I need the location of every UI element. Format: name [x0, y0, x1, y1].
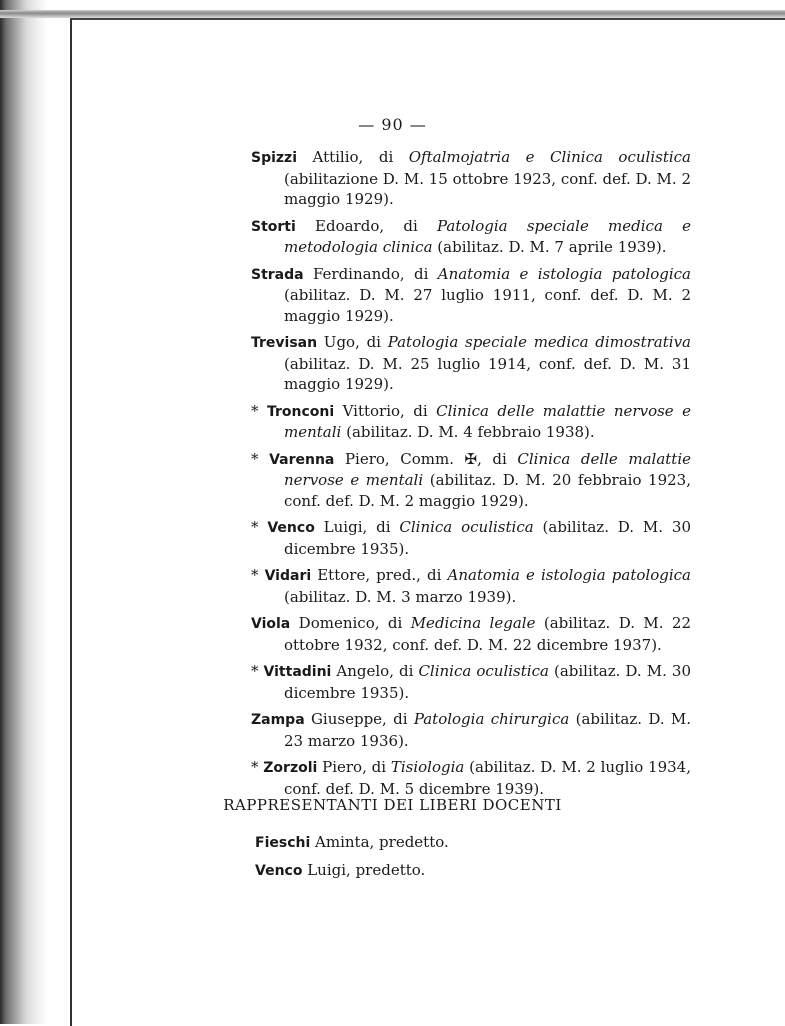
- entry-name-text: Piero, di: [317, 758, 391, 776]
- entry-name-text: Ugo, di: [317, 333, 388, 351]
- list-item: [251, 449, 691, 512]
- docent-list: [251, 147, 691, 805]
- entry-details: (abilitaz. D. M. 20 febbraio 1923, conf. def. D. M. 2 maggio 1929).: [284, 471, 691, 510]
- list-item: [255, 860, 695, 881]
- entry-details: (abilitaz. D. M. 23 marzo 1936).: [284, 710, 692, 750]
- list-item: [251, 147, 691, 210]
- entry-details: (abilitaz. D. M. 30 dicembre 1935).: [284, 518, 691, 558]
- entry-surname: Spizzi: [251, 150, 297, 166]
- entry-surname: Varenna: [269, 451, 335, 468]
- entry-details: (abilitaz. D. M. 25 luglio 1914, conf. def. D. M. 31 maggio 1929).: [284, 354, 691, 393]
- entry-surname: Vidari: [264, 568, 312, 584]
- entry-star-mark: *: [251, 662, 264, 680]
- list-item: [251, 613, 691, 655]
- entry-subject: Patologia speciale medica e metodologia clinica: [284, 216, 691, 256]
- entry-name-text: Vittorio, di: [334, 401, 437, 420]
- entry-details: (abilitazione D. M. 15 ottobre 1923, conf. def. D. M. 2 maggio 1929).: [284, 169, 691, 208]
- rep-text: Aminta, predetto.: [310, 833, 449, 851]
- entry-star-mark: *: [251, 401, 267, 420]
- entry-name-text: Angelo, di: [331, 662, 419, 680]
- entry-subject: Patologia speciale medica dimostrativa: [387, 333, 691, 351]
- entry-details: (abilitaz. D. M. 2 luglio 1934, conf. def. D. M. 5 dicembre 1939).: [284, 758, 691, 798]
- entry-name-text: Piero, Comm. ✠, di: [334, 449, 518, 468]
- rep-text: Luigi, predetto.: [302, 861, 426, 879]
- entry-name-text: Luigi, di: [314, 518, 400, 536]
- entry-surname: Zorzoli: [263, 760, 318, 776]
- entry-surname: Strada: [251, 266, 304, 283]
- entry-name-text: Domenico, di: [290, 614, 411, 632]
- entry-surname: Storti: [251, 218, 296, 235]
- entry-name-text: Ettore, pred., di: [311, 566, 448, 584]
- entry-name-text: Ferdinando, di: [303, 264, 438, 283]
- entry-subject: Anatomia e istologia patologica: [437, 264, 691, 283]
- entry-subject: Patologia chirurgica: [413, 710, 570, 728]
- list-item: [251, 661, 691, 703]
- entry-subject: Clinica oculistica: [399, 518, 534, 536]
- entry-star-mark: *: [251, 758, 264, 776]
- list-item: [251, 332, 691, 395]
- list-item: [251, 264, 691, 327]
- entry-star-mark: *: [251, 518, 268, 536]
- entry-subject: Clinica delle malattie nervose e mentali: [284, 401, 691, 441]
- entry-details: (abilitaz. D. M. 3 marzo 1939).: [284, 587, 517, 606]
- entry-subject: Oftalmojatria e Clinica oculistica: [408, 148, 691, 166]
- entry-subject: Anatomia e istologia patologica: [447, 566, 691, 584]
- list-item: [251, 709, 691, 751]
- entry-subject: Clinica oculistica: [418, 662, 549, 680]
- entry-star-mark: *: [251, 449, 270, 468]
- entry-name-text: Attilio, di: [297, 148, 409, 166]
- list-item: [255, 832, 695, 853]
- entry-details: (abilitaz. D. M. 22 ottobre 1932, conf. def. D. M. 22 dicembre 1937).: [284, 614, 691, 654]
- entry-name-text: Giuseppe, di: [304, 710, 414, 728]
- list-item: [251, 517, 691, 559]
- entry-details: (abilitaz. D. M. 30 dicembre 1935).: [284, 662, 691, 702]
- entry-surname: Viola: [251, 616, 291, 632]
- entry-surname: Venco: [267, 520, 315, 536]
- list-item: [251, 565, 691, 607]
- entry-star-mark: *: [251, 566, 265, 584]
- list-item: [251, 216, 691, 258]
- entry-surname: Trevisan: [251, 335, 318, 351]
- entry-surname: Zampa: [251, 712, 305, 728]
- list-item: [251, 757, 691, 799]
- entry-subject: Clinica delle malattie nervose e mentali: [284, 449, 691, 489]
- entry-details: (abilitaz. D. M. 27 luglio 1911, conf. def. D. M. 2 maggio 1929).: [284, 286, 691, 325]
- entry-details: (abilitaz. D. M. 7 aprile 1939).: [432, 238, 667, 256]
- entry-name-text: Edoardo, di: [295, 216, 437, 235]
- entry-surname: Tronconi: [266, 403, 335, 420]
- scan-binding-edge: [0, 0, 48, 1024]
- entry-details: (abilitaz. D. M. 4 febbraio 1938).: [341, 423, 595, 441]
- rep-surname: Venco: [255, 863, 303, 879]
- list-item: [251, 401, 691, 443]
- page-number: — 90 —: [358, 115, 427, 134]
- section-title: RAPPRESENTANTI DEI LIBERI DOCENTI: [223, 796, 562, 814]
- entry-subject: Tisiologia: [390, 758, 465, 776]
- rep-surname: Fieschi: [255, 835, 311, 851]
- representatives-list: [255, 832, 695, 888]
- scan-top-edge: [0, 10, 785, 18]
- entry-subject: Medicina legale: [410, 614, 536, 632]
- entry-surname: Vittadini: [263, 664, 332, 680]
